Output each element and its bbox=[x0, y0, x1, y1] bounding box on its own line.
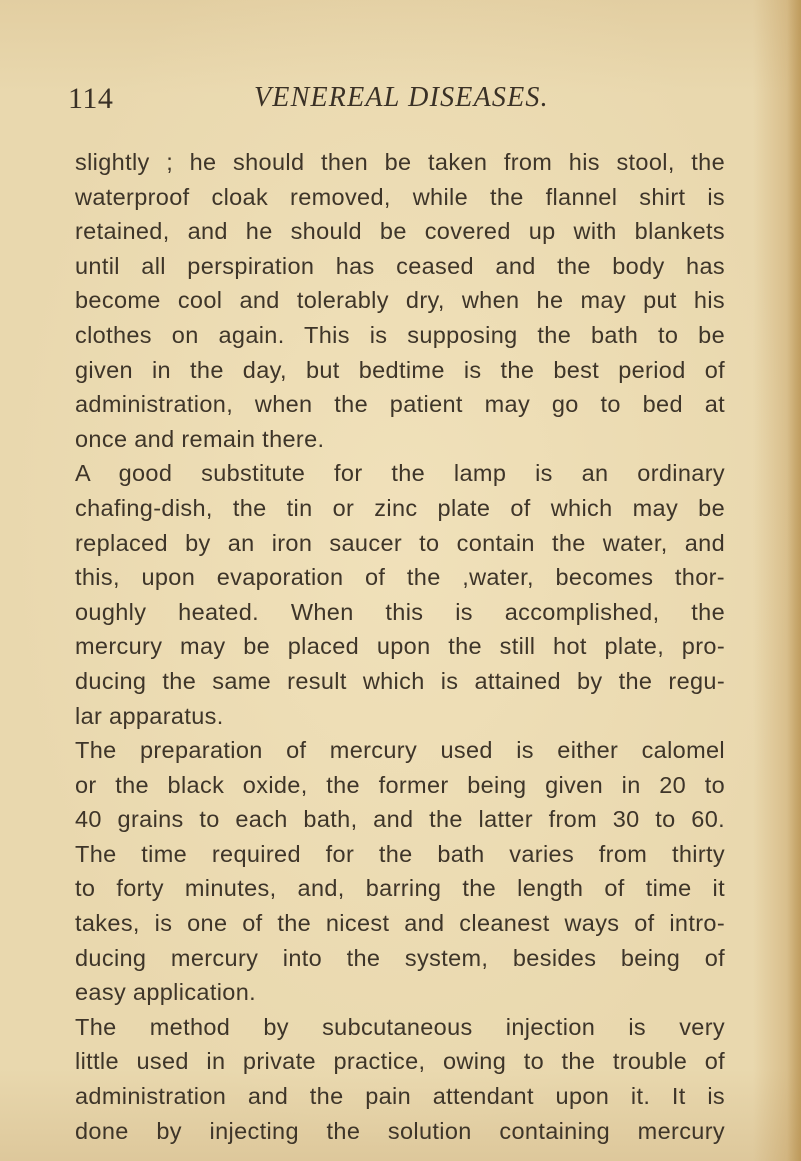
text-line: ducing mercury into the system, besides being of bbox=[75, 944, 725, 971]
text-line: lar apparatus. bbox=[75, 702, 224, 729]
page-number: 114 bbox=[68, 82, 114, 115]
text-line: replaced by an iron saucer to contain the water, and bbox=[75, 529, 725, 556]
text-line: The time required for the bath varies from thirty bbox=[75, 840, 725, 867]
page-header bbox=[68, 82, 748, 122]
text-line: administration and the pain attendant upon it. It is bbox=[75, 1083, 725, 1110]
text-line: waterproof cloak removed, while the flannel shirt is bbox=[75, 183, 725, 210]
text-line: given in the day, but bedtime is the best period of bbox=[75, 356, 725, 383]
text-line: 40 grains to each bath, and the latter from 30 to 60. bbox=[75, 806, 725, 833]
text-line: mercury may be placed upon the still hot plate, pro- bbox=[75, 633, 725, 660]
text-line: slightly ; he should then be taken from his stool, the bbox=[75, 149, 725, 175]
text-line: The method by subcutaneous injection is very bbox=[75, 1013, 725, 1040]
page-edge-shadow bbox=[787, 0, 801, 1161]
text-line: oughly heated. When this is accomplished, the bbox=[75, 598, 725, 625]
text-line: The preparation of mercury used is either calomel bbox=[75, 737, 725, 764]
text-line: to forty minutes, and, barring the length of time it bbox=[75, 875, 725, 902]
text-line: A good substitute for the lamp is an ordinary bbox=[75, 460, 725, 487]
text-line: retained, and he should be covered up with blankets bbox=[75, 218, 725, 245]
text-line: or the black oxide, the former being given in 20 to bbox=[75, 771, 725, 798]
text-line: chafing-dish, the tin or zinc plate of which may be bbox=[75, 494, 725, 521]
text-line: administration, when the patient may go to bed at bbox=[75, 391, 725, 418]
text-line: done by injecting the solution containing mercury bbox=[75, 1117, 725, 1144]
text-line: become cool and tolerably dry, when he may put his bbox=[75, 287, 725, 314]
text-line: ducing the same result which is attained by the regu- bbox=[75, 667, 725, 694]
text-line: once and remain there. bbox=[75, 425, 325, 452]
text-line: easy application. bbox=[75, 979, 257, 1006]
text-line: takes, is one of the nicest and cleanest ways of intro- bbox=[75, 910, 725, 937]
text-line: little used in private practice, owing to the trouble of bbox=[75, 1048, 725, 1075]
running-head: VENEREAL DISEASES. bbox=[254, 82, 549, 113]
body-text bbox=[75, 145, 725, 1148]
text-line: clothes on again. This is supposing the bath to be bbox=[75, 321, 725, 348]
text-line: this, upon evaporation of the ,water, becomes thor- bbox=[75, 564, 725, 591]
text-line: until all perspiration has ceased and the body has bbox=[75, 252, 725, 279]
